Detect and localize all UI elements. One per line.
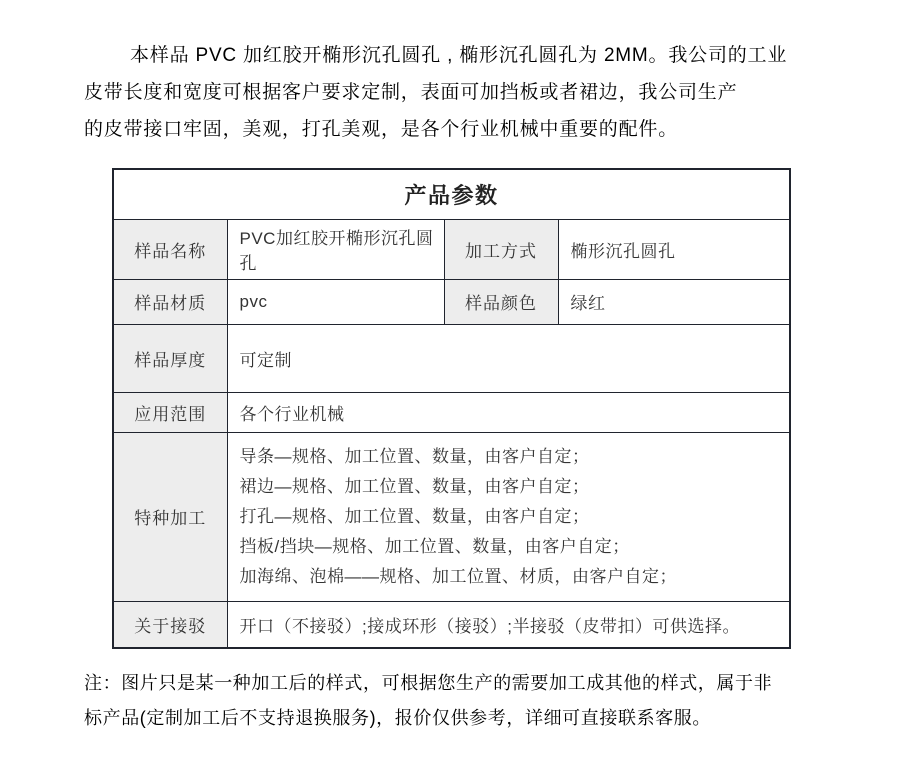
param-label-process-method: 加工方式: [444, 219, 558, 279]
param-label-material: 样品材质: [113, 279, 227, 324]
param-value-joining: 开口（不接驳）;接成环形（接驳）;半接驳（皮带扣）可供选择。: [227, 601, 790, 648]
param-value-special-processing: [227, 432, 790, 601]
intro-line-2: 皮带长度和宽度可根据客户要求定制，表面可加挡板或者裙边，我公司生产: [84, 82, 738, 103]
param-label-joining: 关于接驳: [113, 601, 227, 648]
footer-note-line-1: 注：图片只是某一种加工后的样式，可根据您生产的需要加工成其他的样式，属于非: [84, 673, 773, 693]
footer-note-line-2: 标产品(定制加工后不支持退换服务)，报价仅供参考，详细可直接联系客服。: [84, 708, 711, 728]
footer-note: [84, 666, 844, 736]
param-value-sample-name: PVC加红胶开椭形沉孔圆孔: [227, 219, 444, 279]
param-value-thickness: 可定制: [227, 324, 790, 392]
param-value-process-method: 椭形沉孔圆孔: [558, 219, 790, 279]
table-row-material: [113, 279, 790, 324]
special-processing-line-3: 打孔—规格、加工位置、数量，由客户自定；: [239, 506, 590, 526]
intro-line-3: 的皮带接口牢固，美观，打孔美观，是各个行业机械中重要的配件。: [84, 119, 679, 140]
param-value-application: 各个行业机械: [227, 392, 790, 432]
table-row-sample-name: [113, 219, 790, 279]
special-processing-line-2: 裙边—规格、加工位置、数量，由客户自定；: [239, 476, 590, 496]
table-row-application: [113, 392, 790, 432]
product-params-table: [112, 168, 791, 649]
param-label-color: 样品颜色: [444, 279, 558, 324]
special-processing-line-4: 挡板/挡块—规格、加工位置、数量，由客户自定；: [239, 536, 630, 556]
param-label-application: 应用范围: [113, 392, 227, 432]
param-label-sample-name: 样品名称: [113, 219, 227, 279]
table-row-joining: [113, 601, 790, 648]
param-value-color: 绿红: [558, 279, 790, 324]
special-processing-line-1: 导条—规格、加工位置、数量，由客户自定；: [239, 446, 590, 466]
param-value-material: pvc: [227, 279, 444, 324]
param-label-special-processing: 特种加工: [113, 432, 227, 601]
intro-line-1: 本样品 PVC 加红胶开椭形沉孔圆孔 , 椭形沉孔圆孔为 2MM。我公司的工业: [130, 45, 788, 66]
table-title: 产品参数: [113, 169, 790, 219]
intro-paragraph: [84, 37, 824, 148]
table-row-thickness: [113, 324, 790, 392]
table-row-special-processing: [113, 432, 790, 601]
special-processing-line-5: 加海绵、泡棉——规格、加工位置、材质，由客户自定；: [239, 566, 677, 586]
param-label-thickness: 样品厚度: [113, 324, 227, 392]
